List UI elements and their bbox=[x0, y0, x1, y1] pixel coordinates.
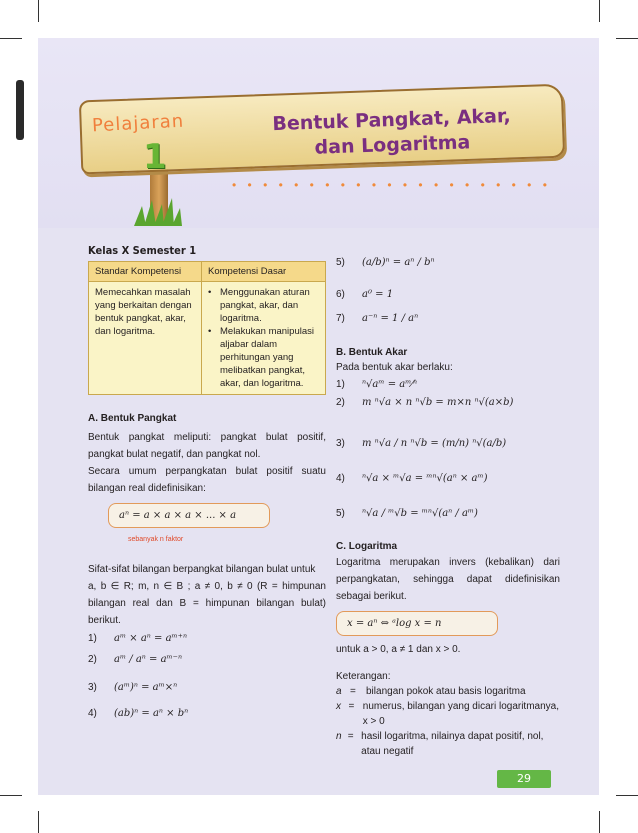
crop-mark bbox=[0, 795, 22, 796]
section-a-paragraph: Bentuk pangkat meliputi: pangkat bulat positif, pangkat bulat negatif, dan pangkat nol. bbox=[88, 432, 326, 460]
list-item: 1) ⁿ√aᵐ = aᵐ⁄ⁿ bbox=[336, 377, 560, 393]
table-header-sk: Standar Kompetensi bbox=[89, 262, 202, 282]
list-item: 2) aᵐ / aⁿ = aᵐ⁻ⁿ bbox=[88, 652, 326, 678]
formula: a⁻ⁿ = 1 / aⁿ bbox=[362, 313, 419, 324]
formula: m ⁿ√a × n ⁿ√b = m×n ⁿ√(a×b) bbox=[362, 397, 514, 408]
section-a-title: A. Bentuk Pangkat bbox=[88, 413, 177, 424]
binding-mark bbox=[16, 80, 24, 140]
chapter-title bbox=[261, 103, 523, 162]
chapter-title-line2: dan Logaritma bbox=[314, 131, 471, 159]
crop-mark bbox=[616, 38, 638, 39]
note-item: n = hasil logaritma, nilainya dapat positif, nol, atau negatif bbox=[336, 731, 544, 757]
list-item: 6) a⁰ = 1 bbox=[336, 287, 560, 309]
note-item: a = bilangan pokok atau basis logaritma bbox=[336, 686, 526, 697]
list-item: 7) a⁻ⁿ = 1 / aⁿ bbox=[336, 311, 560, 337]
power-definition-formula: aⁿ = a × a × a × ... × a bbox=[108, 503, 270, 528]
formula: (aᵐ)ⁿ = aᵐ×ⁿ bbox=[114, 682, 178, 693]
properties-list bbox=[88, 631, 326, 721]
logarithm-condition: untuk a > 0, a ≠ 1 dan x > 0. bbox=[336, 644, 461, 655]
formula: (a/b)ⁿ = aⁿ / bⁿ bbox=[362, 257, 435, 268]
properties-condition: a, b ∈ R; m, n ∈ B ; a ≠ 0, b ≠ 0 (R = himpunan bilangan real dan B = himpunan bilangan bulat) berikut. bbox=[88, 581, 326, 626]
crop-mark bbox=[38, 811, 39, 833]
section-b-title: B. Bentuk Akar bbox=[336, 347, 408, 358]
right-column bbox=[336, 253, 560, 759]
class-label: Kelas X Semester 1 bbox=[88, 244, 197, 257]
section-c-paragraph: Logaritma merupakan invers (kebalikan) dari perpangkatan, sehingga dapat didefinisikan sebagai berikut. bbox=[336, 557, 560, 602]
crop-mark bbox=[0, 38, 22, 39]
properties-intro: Sifat-sifat bilangan berpangkat bilangan bulat untuk bbox=[88, 564, 316, 575]
section-c-title: C. Logaritma bbox=[336, 541, 398, 552]
kd-item: • Menggunakan aturan pangkat, akar, dan logaritma. bbox=[208, 286, 319, 325]
chapter-label: Pelajaran bbox=[91, 110, 185, 137]
list-item: 4) (ab)ⁿ = aⁿ × bⁿ bbox=[88, 708, 189, 719]
list-item: 3) (aᵐ)ⁿ = aᵐ×ⁿ bbox=[88, 680, 326, 704]
formula: (ab)ⁿ = aⁿ × bⁿ bbox=[114, 708, 189, 719]
formula: m ⁿ√a / n ⁿ√b = (m/n) ⁿ√(a/b) bbox=[362, 437, 507, 449]
note-item: x = numerus, bilangan yang dicari logaritmanya, x > 0 bbox=[336, 701, 560, 727]
table-cell-sk: Memecahkan masalah yang berkaitan dengan bentuk pangkat, akar, dan logaritma. bbox=[89, 282, 202, 395]
list-item: 2) m ⁿ√a × n ⁿ√b = m×n ⁿ√(a×b) bbox=[336, 395, 560, 423]
page-number: 29 bbox=[497, 770, 551, 788]
list-item: 4) ⁿ√a × ᵐ√a = ᵐⁿ√(aⁿ × aᵐ) bbox=[336, 472, 488, 484]
table-cell-kd bbox=[202, 282, 326, 395]
factor-brace-label: sebanyak n faktor bbox=[128, 536, 184, 543]
crop-mark bbox=[599, 0, 600, 22]
competency-table bbox=[88, 261, 326, 395]
list-item: 5) ⁿ√a / ᵐ√b = ᵐⁿ√(aⁿ / aᵐ) bbox=[336, 507, 478, 519]
crop-mark bbox=[616, 795, 638, 796]
section-a-definition: Secara umum perpangkatan bulat positif suatu bilangan real didefinisikan: bbox=[88, 466, 326, 494]
list-item: 3) m ⁿ√a / n ⁿ√b = (m/n) ⁿ√(a/b) bbox=[336, 437, 507, 449]
grass-icon bbox=[132, 196, 184, 226]
chapter-number: 1 bbox=[143, 137, 167, 177]
formula: aᵐ × aⁿ = aᵐ⁺ⁿ bbox=[114, 633, 188, 644]
logarithm-definition: x = aⁿ ⇔ ᵃlog x = n bbox=[336, 611, 498, 636]
crop-mark bbox=[599, 811, 600, 833]
crop-mark bbox=[38, 0, 39, 22]
notes-title: Keterangan: bbox=[336, 671, 391, 682]
list-item: 5) (a/b)ⁿ = aⁿ / bⁿ bbox=[336, 255, 560, 285]
left-column bbox=[88, 243, 326, 723]
formula: ⁿ√aᵐ = aᵐ⁄ⁿ bbox=[362, 379, 418, 390]
formula: ⁿ√a × ᵐ√a = ᵐⁿ√(aⁿ × aᵐ) bbox=[362, 472, 488, 484]
table-header-kd: Kompetensi Dasar bbox=[202, 262, 326, 282]
formula: ⁿ√a / ᵐ√b = ᵐⁿ√(aⁿ / aᵐ) bbox=[362, 507, 478, 519]
list-item: 1) aᵐ × aⁿ = aᵐ⁺ⁿ bbox=[88, 631, 326, 650]
section-b-intro: Pada bentuk akar berlaku: bbox=[336, 362, 453, 373]
formula: aᵐ / aⁿ = aᵐ⁻ⁿ bbox=[114, 654, 182, 665]
kd-item: • Melakukan manipulasi aljabar dalam perhitungan yang melibatkan pangkat, akar, dan logaritma. bbox=[208, 325, 319, 390]
formula: a⁰ = 1 bbox=[362, 289, 394, 300]
chapter-title-line1: Bentuk Pangkat, Akar, bbox=[272, 104, 512, 136]
decorative-dots: • • • • • • • • • • • • • • • • • • • • • bbox=[232, 178, 551, 192]
